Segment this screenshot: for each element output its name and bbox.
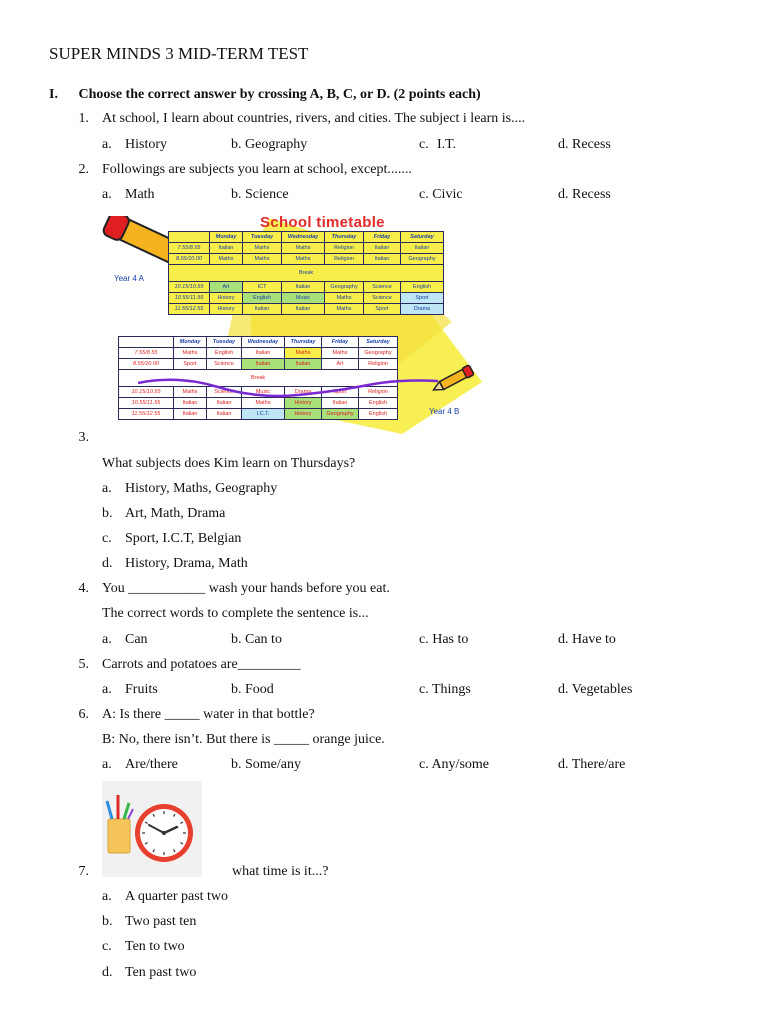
option-c[interactable]: c. Any/some — [419, 757, 489, 772]
table-cell: Italian — [282, 304, 325, 315]
table-row — [169, 265, 444, 282]
table-cell: Friday — [322, 337, 359, 348]
table-cell: Maths — [282, 243, 325, 254]
table-cell: Maths — [210, 254, 243, 265]
table-row — [169, 254, 444, 265]
question-number: 4. — [78, 581, 89, 596]
question-text: At school, I learn about countries, rivers, and cities. The subject i learn is.... — [102, 111, 526, 126]
question-number: 1. — [78, 111, 89, 126]
table-cell: Maths — [242, 398, 285, 409]
table-cell: English — [359, 409, 398, 420]
question-text: what time is it...? — [232, 864, 329, 879]
option-b[interactable]: b. Science — [231, 187, 289, 202]
option-b[interactable]: Two past ten — [125, 914, 197, 929]
option-a[interactable]: Fruits — [125, 682, 158, 697]
option-letter-c: c. — [102, 939, 112, 954]
table-cell: ICT — [243, 282, 282, 293]
table-cell: Science — [207, 359, 242, 370]
timetable-b-label: Year 4 B — [429, 407, 460, 416]
question-text: Carrots and potatoes are_________ — [102, 657, 301, 672]
table-cell: Sport — [174, 359, 207, 370]
table-cell: Music — [282, 293, 325, 304]
table-cell: History — [210, 293, 243, 304]
table-cell: 8.55/10.00 — [169, 254, 210, 265]
option-a[interactable]: Can — [125, 632, 148, 647]
table-cell: Maths — [325, 293, 364, 304]
table-cell: Thursday — [325, 232, 364, 243]
option-d[interactable]: d. Recess — [558, 187, 611, 202]
table-cell: Drama — [401, 304, 444, 315]
clock-icon — [102, 781, 202, 877]
table-cell: Wednesday — [242, 337, 285, 348]
section-instruction: Choose the correct answer by crossing A, B, C, or D. (2 points each) — [78, 87, 481, 102]
option-c[interactable]: c. Things — [419, 682, 471, 697]
table-cell — [169, 232, 210, 243]
table-cell: Saturday — [359, 337, 398, 348]
table-cell: Italian — [210, 243, 243, 254]
table-cell: Thursday — [285, 337, 322, 348]
table-cell: English — [243, 293, 282, 304]
section-number: I. — [49, 87, 58, 102]
page-title: SUPER MINDS 3 MID-TERM TEST — [49, 44, 309, 63]
table-cell: Italian — [207, 409, 242, 420]
table-cell: 11.55/12.55 — [169, 304, 210, 315]
option-d[interactable]: d. Vegetables — [558, 682, 633, 697]
table-cell: Tuesday — [207, 337, 242, 348]
table-cell: Sport — [364, 304, 401, 315]
question-text: Followings are subjects you learn at school, except....... — [102, 162, 412, 177]
option-b[interactable]: b. Geography — [231, 137, 308, 152]
table-cell: Geography — [322, 409, 359, 420]
question-number: 5. — [78, 657, 89, 672]
table-cell: Maths — [325, 304, 364, 315]
table-row — [169, 304, 444, 315]
timetable-a — [168, 231, 444, 315]
option-c[interactable]: c. Civic — [419, 187, 463, 202]
table-row — [119, 337, 398, 348]
table-cell: History — [285, 398, 322, 409]
table-cell: Science — [364, 293, 401, 304]
table-cell: Italian — [285, 359, 322, 370]
question-number: 2. — [78, 162, 89, 177]
table-cell: English — [359, 398, 398, 409]
option-a[interactable]: History, Maths, Geography — [125, 481, 278, 496]
table-cell: Italian — [207, 398, 242, 409]
table-row — [169, 282, 444, 293]
table-cell: Italian — [322, 398, 359, 409]
table-cell: Religion — [325, 254, 364, 265]
question-text: What subjects does Kim learn on Thursdays? — [102, 456, 356, 471]
option-letter-b: b. — [102, 914, 113, 929]
option-a[interactable]: Math — [125, 187, 155, 202]
table-cell: Saturday — [401, 232, 444, 243]
table-cell: Maths — [282, 254, 325, 265]
table-cell: 7.55/8.55 — [119, 348, 174, 359]
timetable-title: School timetable — [260, 214, 385, 231]
table-cell: Maths — [174, 348, 207, 359]
table-cell: Maths — [285, 348, 322, 359]
option-letter-c: c. — [102, 531, 112, 546]
option-a[interactable]: History — [125, 137, 167, 152]
table-cell: Tuesday — [243, 232, 282, 243]
option-b[interactable]: Art, Math, Drama — [125, 506, 226, 521]
option-c[interactable]: I.T. — [437, 137, 457, 152]
table-cell: Italian — [243, 304, 282, 315]
table-cell: Music — [242, 387, 285, 398]
option-d[interactable]: d. Have to — [558, 632, 616, 647]
option-letter-d: d. — [102, 556, 113, 571]
table-cell: Italian — [401, 243, 444, 254]
option-letter-b: b. — [102, 506, 113, 521]
table-cell: Maths — [243, 243, 282, 254]
option-b[interactable]: b. Food — [231, 682, 274, 697]
table-cell: Sport — [401, 293, 444, 304]
option-d[interactable]: History, Drama, Math — [125, 556, 248, 571]
table-cell: Maths — [174, 387, 207, 398]
table-cell: Italian — [364, 254, 401, 265]
option-c[interactable]: Ten to two — [125, 939, 185, 954]
table-cell: English — [207, 348, 242, 359]
table-cell: Religion — [359, 387, 398, 398]
table-cell: Break — [119, 370, 398, 387]
option-letter-a: a. — [102, 682, 112, 697]
question-number: 7. — [78, 864, 89, 879]
table-cell: 8.55/10.00 — [119, 359, 174, 370]
option-c[interactable]: Sport, I.C.T, Belgian — [125, 531, 242, 546]
table-row — [119, 348, 398, 359]
table-cell: Italian — [174, 409, 207, 420]
table-row — [169, 293, 444, 304]
table-cell: Religion — [325, 243, 364, 254]
option-d[interactable]: Ten past two — [125, 965, 197, 980]
option-letter-d: d. — [102, 965, 113, 980]
table-cell: I.C.T. — [242, 409, 285, 420]
table-cell: 10.55/11.55 — [169, 293, 210, 304]
table-cell: Wednesday — [282, 232, 325, 243]
table-cell: Science — [364, 282, 401, 293]
table-cell: Monday — [174, 337, 207, 348]
clock-image — [102, 781, 202, 877]
table-cell: Italian — [364, 243, 401, 254]
option-letter-a: a. — [102, 481, 112, 496]
table-cell: Italian — [242, 359, 285, 370]
table-cell — [119, 337, 174, 348]
question-number: 3. — [78, 430, 89, 445]
table-cell: Friday — [364, 232, 401, 243]
table-cell: Monday — [210, 232, 243, 243]
question-number: 6. — [78, 707, 89, 722]
question-subtext: B: No, there isn’t. But there is _____ orange juice. — [102, 732, 385, 747]
question-subtext: The correct words to complete the sentence is... — [102, 606, 369, 621]
option-d[interactable]: d. Recess — [558, 137, 611, 152]
table-cell: History — [285, 409, 322, 420]
table-cell: Italian — [174, 398, 207, 409]
option-d[interactable]: d. There/are — [558, 757, 626, 772]
table-cell: Art — [322, 359, 359, 370]
question-text: You ___________ wash your hands before you eat. — [102, 581, 390, 596]
table-row — [119, 359, 398, 370]
table-cell: Art — [210, 282, 243, 293]
question-text: A: Is there _____ water in that bottle? — [102, 707, 315, 722]
option-letter-a: a. — [102, 187, 112, 202]
table-row — [169, 243, 444, 254]
purple-scribble-icon — [138, 375, 448, 415]
timetable-a-label: Year 4 A — [114, 274, 144, 283]
option-c[interactable]: c. Has to — [419, 632, 469, 647]
table-cell: 7.55/8.55 — [169, 243, 210, 254]
table-cell: Religion — [359, 359, 398, 370]
table-cell: Geography — [401, 254, 444, 265]
option-letter-a: a. — [102, 632, 112, 647]
table-cell: Italian — [282, 282, 325, 293]
option-a[interactable]: A quarter past two — [125, 889, 229, 904]
option-a[interactable]: Are/there — [125, 757, 178, 772]
table-cell: History — [210, 304, 243, 315]
table-cell: Maths — [243, 254, 282, 265]
table-cell: 10.15/10.55 — [169, 282, 210, 293]
option-letter-c: c. — [419, 137, 429, 152]
table-cell: 10.15/10.55 — [119, 387, 174, 398]
option-b[interactable]: b. Some/any — [231, 757, 301, 772]
table-cell: Geography — [325, 282, 364, 293]
table-cell: 11.55/12.55 — [119, 409, 174, 420]
table-cell: Drama — [285, 387, 322, 398]
table-cell: Science — [207, 387, 242, 398]
table-cell: Geography — [359, 348, 398, 359]
table-cell: 10.55/11.55 — [119, 398, 174, 409]
option-letter-a: a. — [102, 757, 112, 772]
table-cell: Italian — [242, 348, 285, 359]
table-cell: English — [401, 282, 444, 293]
table-cell: Sport — [322, 387, 359, 398]
option-letter-a: a. — [102, 137, 112, 152]
option-letter-a: a. — [102, 889, 112, 904]
small-pencil-icon — [430, 364, 480, 394]
section-heading — [49, 87, 481, 103]
timetable-figure — [102, 212, 482, 434]
option-b[interactable]: b. Can to — [231, 632, 282, 647]
table-cell: Break — [169, 265, 444, 282]
table-cell: Maths — [322, 348, 359, 359]
table-row — [169, 232, 444, 243]
